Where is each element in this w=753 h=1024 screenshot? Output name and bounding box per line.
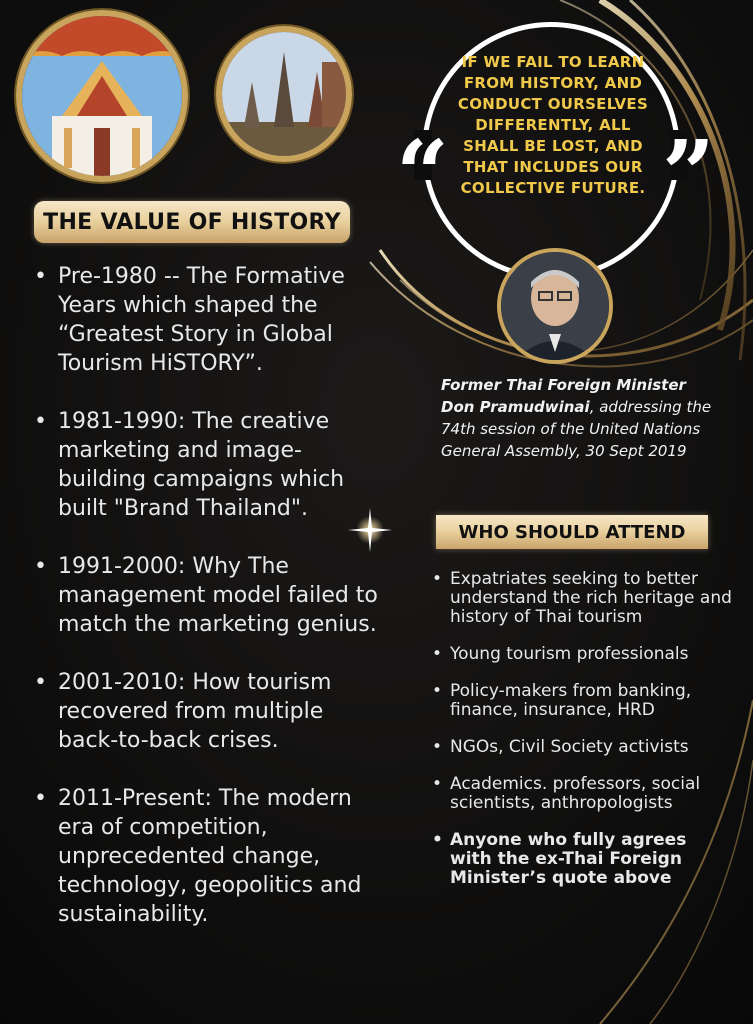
attend-title: WHO SHOULD ATTEND xyxy=(436,515,708,549)
section-title: THE VALUE OF HISTORY xyxy=(34,201,350,243)
list-item: • 2001-2010: How tourism recovered from multiple back-to-back crises. xyxy=(30,668,380,755)
minister-portrait xyxy=(497,248,613,364)
list-item: • Young tourism professionals xyxy=(432,645,732,664)
list-item: • NGOs, Civil Society activists xyxy=(432,738,732,757)
attend-list xyxy=(432,570,732,906)
list-item: • Expatriates seeking to better understand the rich heritage and history of Thai tourism xyxy=(432,570,732,627)
list-item: • Pre-1980 -- The Formative Years which shaped the “Greatest Story in Global Tourism HiSTORY”. xyxy=(30,262,380,378)
list-item: • 1991-2000: Why The management model failed to match the marketing genius. xyxy=(30,552,380,639)
caption-role: Former Thai Foreign Minister xyxy=(441,376,686,394)
ruins-photo xyxy=(216,26,352,162)
quote-close-icon: ” xyxy=(662,120,715,228)
caption-name: Don Pramudwinai xyxy=(441,398,590,416)
list-item: • Anyone who fully agrees with the ex-Thai Foreign Minister’s quote above xyxy=(432,831,732,888)
temple-photo xyxy=(16,10,188,182)
list-item: • Policy-makers from banking, finance, insurance, HRD xyxy=(432,682,732,720)
list-item: • 1981-1990: The creative marketing and image-building campaigns which built "Brand Thailand". xyxy=(30,407,380,523)
quote-open-icon: “ xyxy=(396,120,449,228)
caption-rest: , addressing the 74th session of the United Nations General Assembly, 30 Sept 2019 xyxy=(441,398,712,460)
quote-text: IF WE FAIL TO LEARN FROM HISTORY, AND CONDUCT OURSELVES DIFFERENTLY, ALL SHALL BE LOST, AND THAT INCLUDES OUR COLLECTIVE FUTURE. xyxy=(457,53,649,197)
quote-caption xyxy=(441,374,741,462)
history-list xyxy=(30,262,380,958)
list-item: • Academics. professors, social scientists, anthropologists xyxy=(432,775,732,813)
sparkle-icon xyxy=(340,500,400,560)
list-item: • 2011-Present: The modern era of competition, unprecedented change, technology, geopolitics and sustainability. xyxy=(30,784,380,929)
